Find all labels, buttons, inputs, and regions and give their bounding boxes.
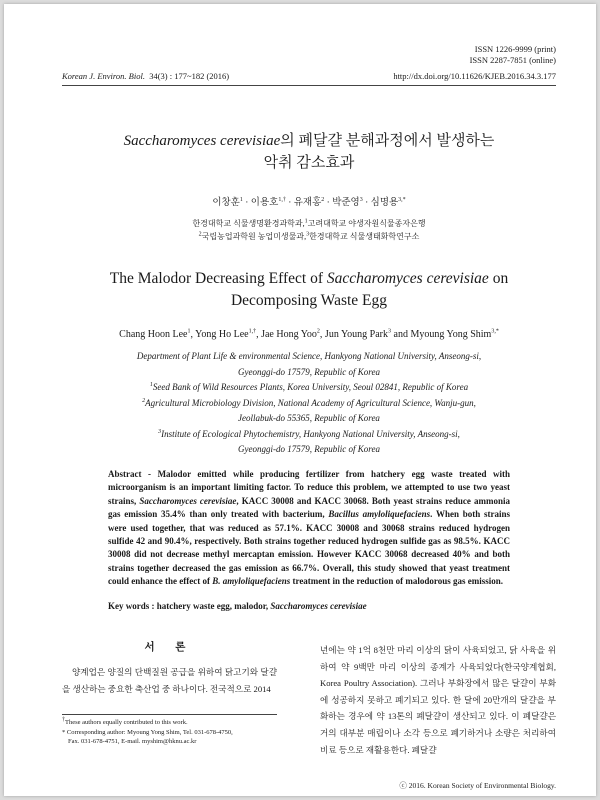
author-affil-sup: 2: [316, 328, 320, 335]
author-separator: ,: [256, 329, 262, 340]
author-name: Jun Young Park: [324, 329, 388, 340]
journal-name: Korean J. Environ. Biol.: [62, 71, 145, 81]
author-affil-sup: 3: [388, 328, 391, 335]
keywords-label: Key words :: [108, 601, 157, 611]
abstract-species: B. amyloliquefaciens: [212, 576, 291, 587]
english-affil-text: Institute of Ecological Phytochemistry, Hankyong National University, Anseong-si,: [161, 428, 460, 439]
author-separator: and: [391, 329, 411, 340]
english-affil-line: Gyeonggi-do 17579, Republic of Korea: [238, 366, 380, 377]
author-name: 이창훈: [212, 198, 240, 208]
korean-affil-line-2: [62, 230, 556, 243]
issn-block: [470, 44, 556, 66]
abstract-dash: -: [141, 469, 158, 479]
keywords: [108, 601, 510, 611]
journal-citation: [62, 71, 229, 81]
running-header: [62, 71, 556, 86]
author-affil-sup: 2: [321, 196, 325, 203]
footnote-mark: †: [62, 716, 65, 723]
author-affil-sup: 3,*: [398, 196, 406, 203]
journal-volume: 34(3) : 177~182 (2016): [149, 71, 230, 81]
author-name: 심명용: [370, 198, 399, 208]
author-separator: ·: [285, 198, 294, 208]
english-affil-line: Gyeonggi-do 17579, Republic of Korea: [238, 444, 380, 454]
section-heading-introduction: 서 론: [144, 642, 195, 653]
korean-title: [62, 130, 556, 174]
english-affil-text: Agricultural Microbiology Division, National Academy of Agricultural Science, Wanju-gun,: [145, 397, 476, 408]
footnote-1: [62, 718, 277, 728]
copyright: ⓒ 2016. Korean Society of Environmental Biology.: [399, 781, 556, 790]
author-affil-sup: 1,†: [278, 196, 286, 203]
author-name: 박준영: [332, 198, 360, 208]
author-name: Jae Hong Yoo: [261, 329, 317, 340]
body-left-column: [62, 639, 277, 697]
korean-title-line-2: 악취 감소효과: [263, 155, 355, 171]
doi-link[interactable]: http://dx.doi.org/10.11626/KJEB.2016.34.3.177: [393, 71, 556, 81]
korean-affil-4: 한경대학교 식물생태화학연구소: [309, 232, 420, 241]
author-separator: ,: [190, 329, 196, 340]
english-affil-line: Department of Plant Life & environmental Science, Hankyong National University, Anseong-si,: [136, 351, 482, 361]
english-title-pre: The Malodor Decreasing Effect of: [109, 270, 327, 287]
author-name: Yong Ho Lee: [195, 329, 249, 340]
english-title-post: on: [488, 270, 509, 287]
author-name: 이용호: [250, 198, 279, 208]
footnote-3: Fax. 031-678-4751, E-mail. myshim@hknu.ac.kr: [68, 738, 197, 745]
body-right-column: 년에는 약 1억 8천만 마리 이상의 닭이 사육되었고, 닭 사육을 위하여 약 9백만 마리 이상의 종계가 사육되었다(한국양계협회, Korea Poultry Association). 그러나 부화장에서 많은 달걀이 부화에 성공하지 못하고 폐기되고 있다. 한 달에 20만개의 달걀을 부화하는 경우에 약 13톤의 폐달걀이 생산되고 있다. 이 폐달걀은 거의 대부분 매립이나 소각 등으로 폐기하거나 소량은 처리하여 비료 등으로 재활용한다. 폐달걀: [320, 645, 556, 755]
author-name: Chang Hoon Lee: [119, 329, 188, 340]
author-name: 유재홍: [293, 198, 322, 208]
author-name: Myoung Yong Shim: [410, 329, 492, 340]
english-affil-line: [62, 427, 556, 443]
english-affil-text: Seed Bank of Wild Resources Plants, Korea University, Seoul 02841, Republic of Korea: [152, 382, 469, 392]
affil-sup: 3: [158, 428, 162, 435]
korean-affil-2: 고려대학교 야생자원식물종자은행: [307, 219, 426, 228]
paper-page: [4, 4, 596, 796]
korean-affil-line-1: [62, 217, 556, 230]
english-title-species: Saccharomyces cerevisiae: [326, 270, 489, 287]
english-title: [62, 268, 556, 312]
author-affil-sup: 3,*: [491, 328, 499, 335]
english-authors: [62, 329, 556, 340]
english-affil-line: [62, 396, 556, 412]
abstract-text: . When both strains were used together, that was reduced as 57.1%. KACC 30008 and 30068 strains reduced hydrogen sulfide 42 and 90.4%, respectively. Both strains together reduced hydrogen sulfide gas as 98.5%. KACC 30008 did not decrease methyl mercaptan emission. However KACC 30068 decreased 40% and both strains together decreased the gas emission as 66.7%. Overall, this study showed that yeast treatment could enhance the effect of: [108, 509, 511, 587]
author-separator: ·: [324, 198, 333, 208]
korean-title-line-1: [62, 130, 556, 152]
author-separator: ·: [242, 198, 251, 208]
affil-sup: 3: [306, 231, 310, 238]
korean-title-species: Saccharomyces cerevisiae: [123, 133, 281, 149]
author-separator: ,: [319, 329, 325, 340]
footnotes: [62, 714, 277, 747]
korean-affiliations: [62, 217, 556, 243]
author-affil-sup: 1: [187, 328, 191, 335]
footnote-text: These authors equally contributed to this work.: [65, 719, 188, 726]
author-affil-sup: 1: [239, 196, 243, 203]
abstract-species: Bacillus amyloliquefaciens: [328, 509, 431, 520]
author-separator: ·: [362, 198, 371, 208]
abstract-label: Abstract: [108, 469, 142, 479]
korean-affil-1: 한경대학교 식물생명환경과학과,: [192, 219, 305, 228]
issn-online: ISSN 2287-7851 (online): [469, 55, 556, 65]
affil-sup: 1: [149, 382, 153, 388]
english-title-line-2: Decomposing Waste Egg: [230, 292, 388, 309]
author-affil-sup: 1,†: [248, 328, 257, 335]
abstract: [108, 468, 510, 589]
korean-title-rest: 의 폐달걀 분해과정에서 발생하는: [280, 133, 495, 149]
english-title-line-1: [62, 268, 556, 290]
issn-print: ISSN 1226-9999 (print): [474, 44, 556, 54]
abstract-species: Saccharomyces cerevisiae: [139, 495, 237, 506]
affil-sup: 2: [142, 397, 146, 404]
korean-authors: [62, 194, 556, 208]
english-affiliations: [62, 349, 556, 458]
english-affil-line: [62, 380, 556, 396]
english-affil-line: Jeollabuk-do 55365, Republic of Korea: [238, 413, 380, 423]
korean-affil-3: 국립농업과학원 농업미생물과,: [201, 232, 307, 241]
affil-sup: 1: [304, 218, 308, 225]
keywords-text: hatchery waste egg, malodor,: [156, 601, 271, 611]
keywords-species: Saccharomyces cerevisiae: [270, 601, 367, 611]
abstract-text: treatment in the reduction of malodorous gas emission.: [290, 576, 503, 587]
footnote-2: * Corresponding author: Myoung Yong Shim, Tel. 031-678-4750,: [62, 728, 233, 736]
affil-sup: 2: [198, 231, 202, 238]
intro-paragraph: 양계업은 양질의 단백질원 공급을 위하여 닭고기와 달걀을 생산하는 중요한 축산업 중 하나이다. 전국적으로 2014: [62, 667, 277, 694]
abstract-text: Malodor emitted while producing fertilizer from hatchery egg waste treated with microorganism is an important limiting factor. To reduce this problem, we attempted to use two yeast strains,: [108, 469, 510, 506]
author-affil-sup: 3: [359, 196, 363, 203]
abstract-text: , KACC 30008 and KACC 30068. Both yeast strains reduce ammonia gas emission 35.4% than only treated with bacterium,: [108, 495, 510, 520]
